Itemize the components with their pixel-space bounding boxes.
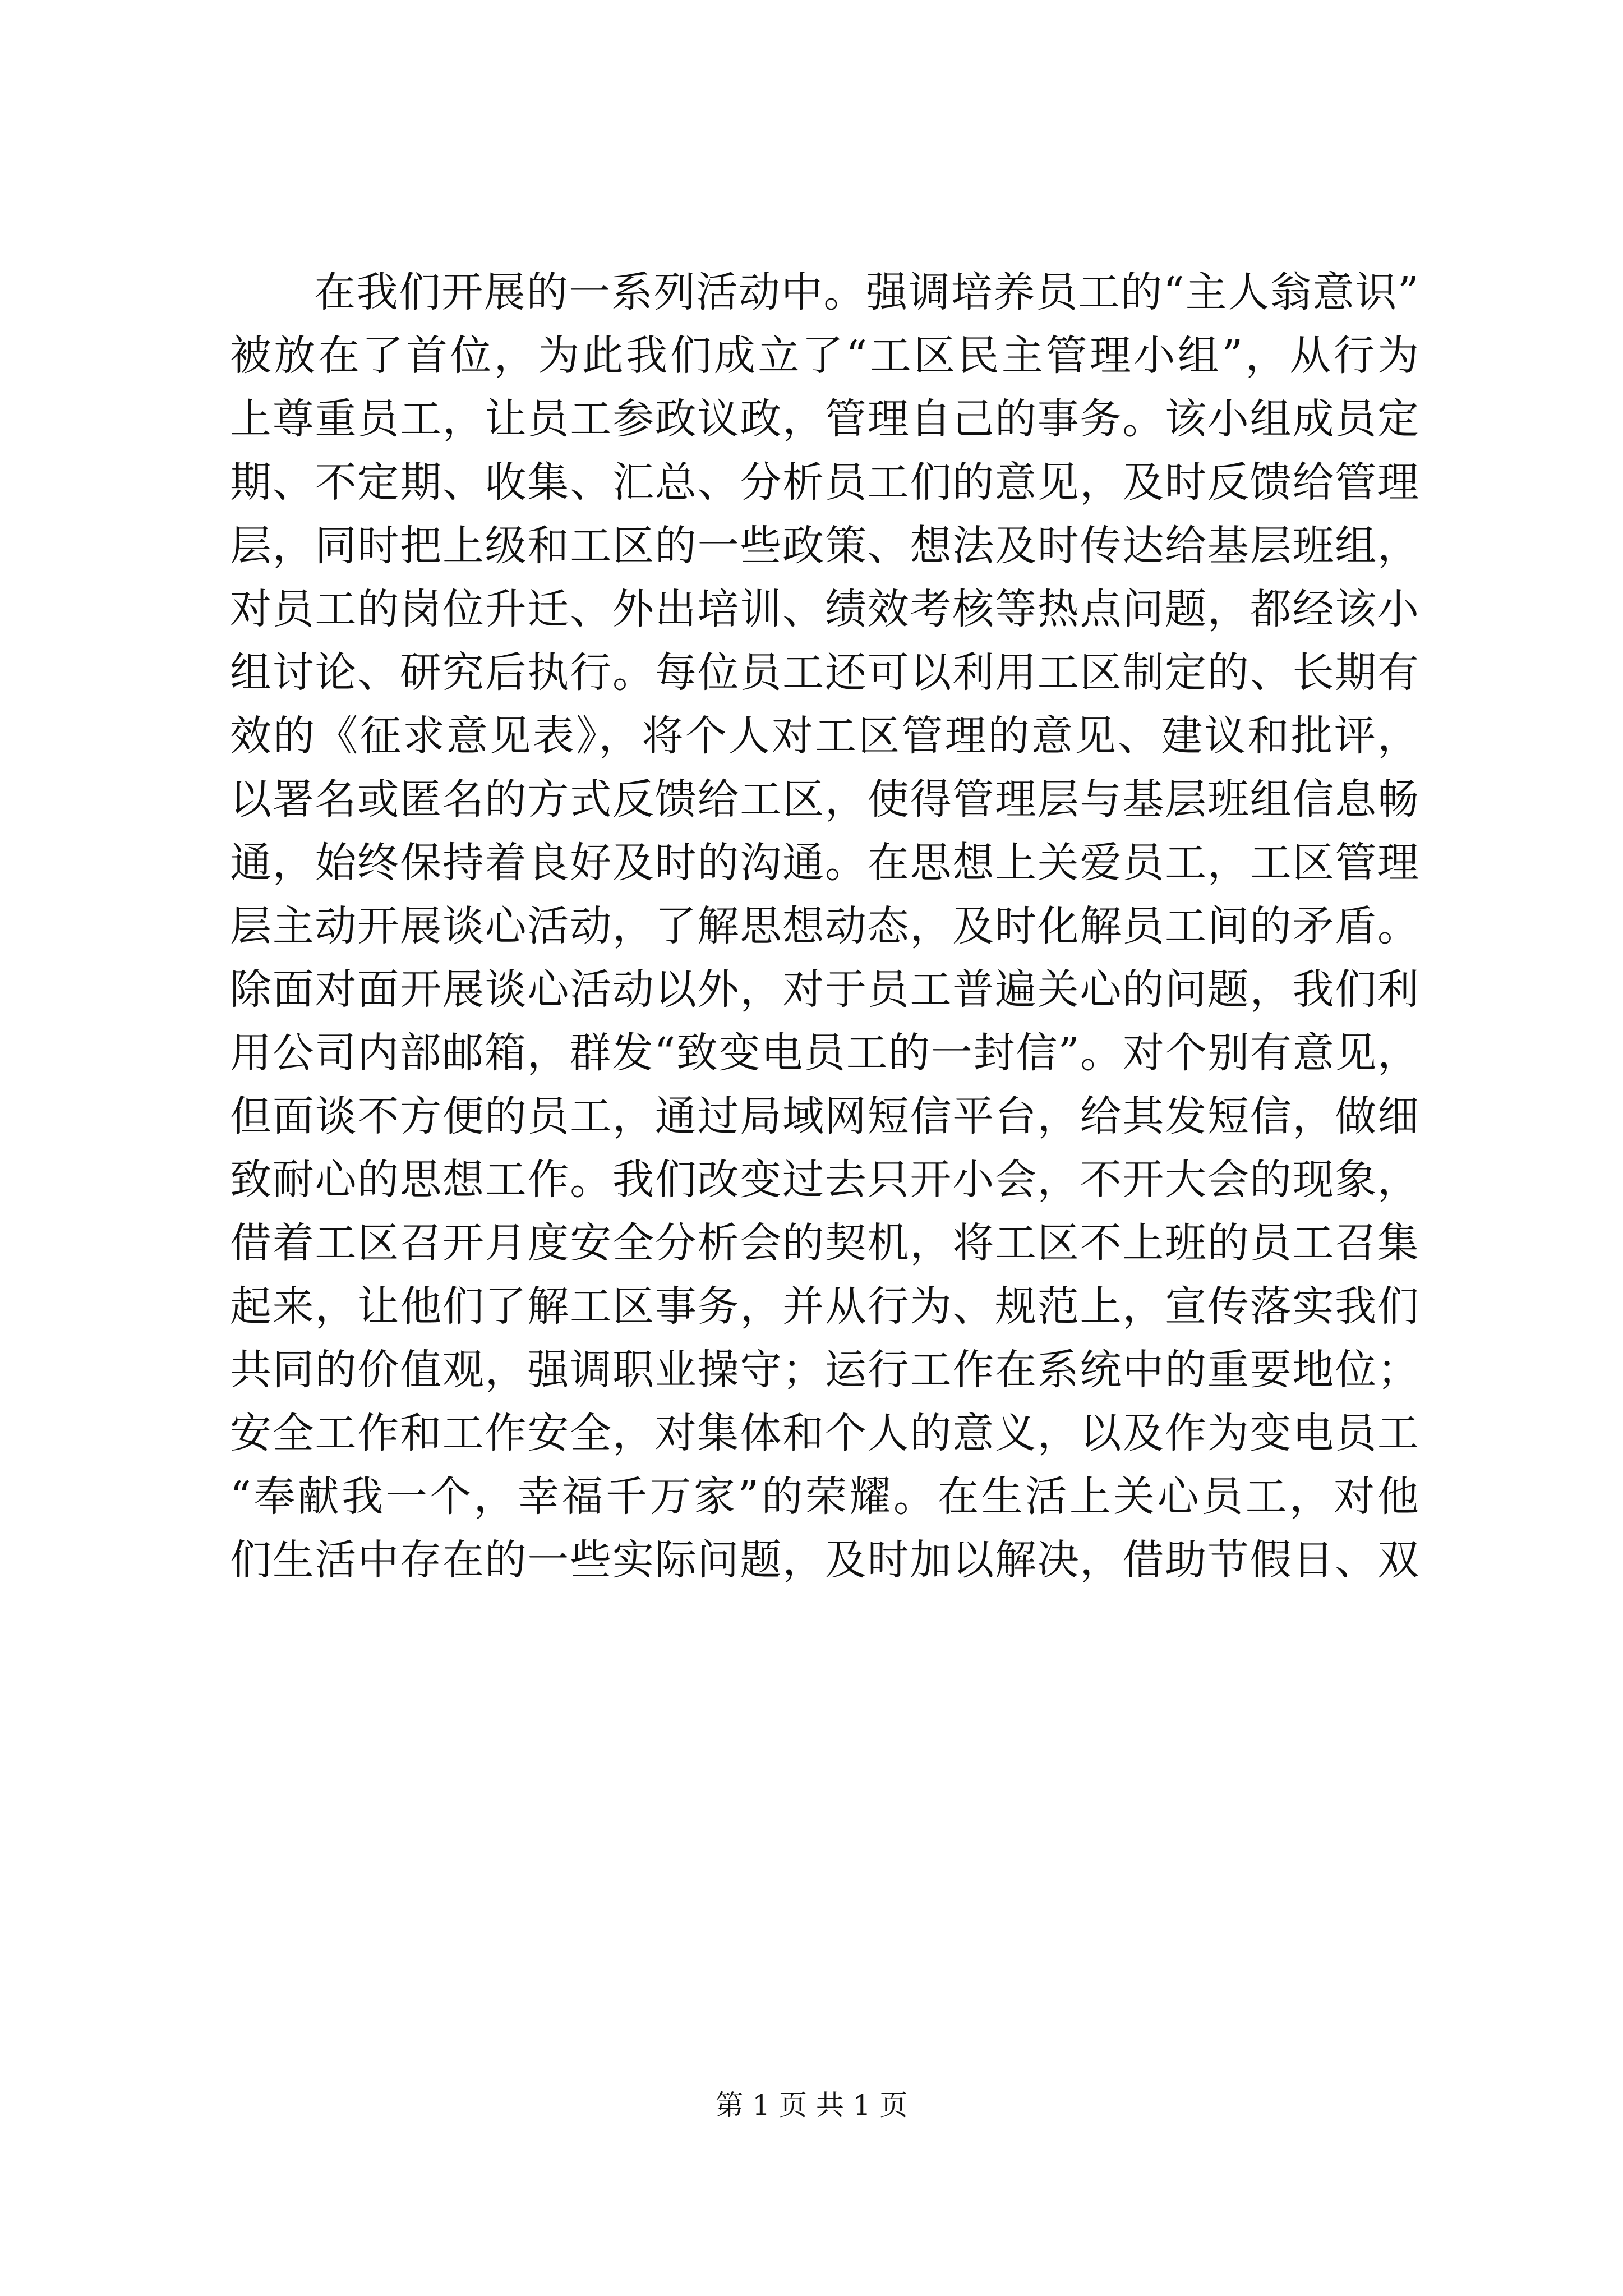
text-line: 安全工作和工作安全，对集体和个人的意义，以及作为变电员工 xyxy=(230,1409,1419,1457)
text-line: 但面谈不方便的员工，通过局域网短信平台，给其发短信，做细 xyxy=(230,1092,1419,1140)
text-line: 组讨论、研究后执行。每位员工还可以利用工区制定的、长期有 xyxy=(230,648,1419,697)
text-line: 层，同时把上级和工区的一些政策、想法及时传达给基层班组， xyxy=(230,522,1419,570)
text-line: 层主动开展谈心活动，了解思想动态，及时化解员工间的矛盾。 xyxy=(230,902,1419,950)
text-line: 以署名或匿名的方式反馈给工区，使得管理层与基层班组信息畅 xyxy=(230,775,1419,823)
text-line: 效的《征求意见表》，将个人对工区管理的意见、建议和批评， xyxy=(230,712,1419,760)
text-line: 通，始终保持着良好及时的沟通。在思想上关爱员工，工区管理 xyxy=(230,839,1419,887)
text-line: 对员工的岗位升迁、外出培训、绩效考核等热点问题，都经该小 xyxy=(230,585,1419,633)
text-line: 起来，让他们了解工区事务，并从行为、规范上，宣传落实我们 xyxy=(230,1282,1419,1331)
text-line: 用公司内部邮箱，群发“致变电员工的一封信”。对个别有意见， xyxy=(230,1029,1419,1077)
text-line: 在我们开展的一系列活动中。强调培养员工的“主人翁意识” xyxy=(314,268,1419,316)
text-line: 共同的价值观，强调职业操守；运行工作在系统中的重要地位； xyxy=(230,1346,1419,1394)
text-line: 借着工区召开月度安全分析会的契机，将工区不上班的员工召集 xyxy=(230,1219,1419,1267)
text-line: 期、不定期、收集、汇总、分析员工们的意见，及时反馈给管理 xyxy=(230,458,1419,507)
body-paragraph xyxy=(230,261,1419,1592)
text-line: 除面对面开展谈心活动以外，对于员工普遍关心的问题，我们利 xyxy=(230,965,1419,1014)
text-line: 被放在了首位，为此我们成立了“工区民主管理小组”，从行为 xyxy=(230,332,1419,380)
page-footer xyxy=(0,2086,1623,2125)
text-line: “奉献我一个，幸福千万家”的荣耀。在生活上关心员工，对他 xyxy=(230,1473,1419,1521)
text-line: 致耐心的思想工作。我们改变过去只开小会，不开大会的现象， xyxy=(230,1156,1419,1204)
text-line: 上尊重员工，让员工参政议政，管理自己的事务。该小组成员定 xyxy=(230,395,1419,443)
text-line: 们生活中存在的一些实际问题，及时加以解决，借助节假日、双 xyxy=(230,1536,1419,1584)
page-number-label: 第 1 页 共 1 页 xyxy=(715,2089,908,2122)
